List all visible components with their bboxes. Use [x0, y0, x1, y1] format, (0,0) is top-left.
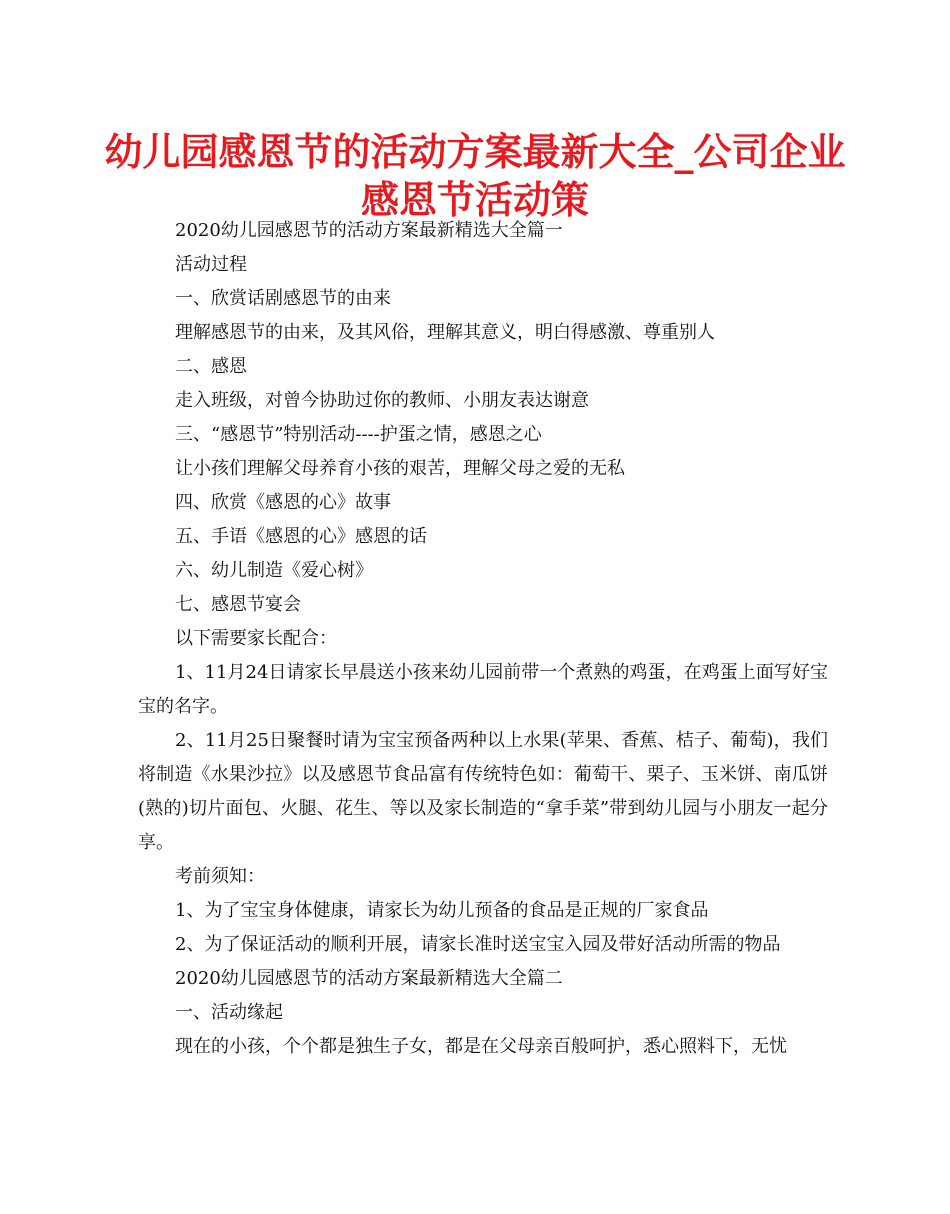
document-body [138, 214, 828, 1064]
text-line: 一、活动缘起 [175, 1002, 283, 1023]
text-line: 1、为了宝宝身体健康，请家长为幼儿预备的食品是正规的厂家食品 [175, 900, 709, 921]
text-line: 六、幼儿制造《爱心树》 [175, 560, 373, 581]
text-line: 让小孩们理解父母养育小孩的艰苦，理解父母之爱的无私 [175, 458, 625, 479]
text-line: 理解感恩节的由来，及其风俗，理解其意义，明白得感激、尊重别人 [175, 322, 715, 343]
text-line: 以下需要家长配合： [175, 628, 337, 649]
text-line: 考前须知： [175, 866, 265, 887]
text-line: 2、为了保证活动的顺利开展，请家长准时送宝宝入园及带好活动所需的物品 [175, 934, 781, 955]
text-line: 七、感恩节宴会 [175, 594, 301, 615]
paragraph: 2、11月25日聚餐时请为宝宝预备两种以上水果(苹果、香蕉、桔子、葡萄)，我们将制造《水果沙拉》以及感恩节食品富有传统特色如：葡萄干、栗子、玉米饼、南瓜饼(熟的)切片面包、火腿、花生、等以及家长制造的“拿手菜”带到幼儿园与小朋友一起分享。 [138, 730, 828, 853]
text-line: 活动过程 [175, 254, 247, 275]
text-line: 2020幼儿园感恩节的活动方案最新精选大全篇一 [175, 220, 563, 241]
text-line: 五、手语《感恩的心》感恩的话 [175, 526, 427, 547]
document-title: 幼儿园感恩节的活动方案最新大全_公司企业感恩节活动策 [104, 130, 846, 222]
text-line: 三、“感恩节”特别活动----护蛋之情，感恩之心 [175, 424, 542, 445]
paragraph: 现在的小孩，个个都是独生子女，都是在父母亲百般呵护，悉心照料下，无忧 [175, 1036, 787, 1057]
text-line: 四、欣赏《感恩的心》故事 [175, 492, 391, 513]
text-line: 走入班级，对曾今协助过你的教师、小朋友表达谢意 [175, 390, 589, 411]
text-line: 2020幼儿园感恩节的活动方案最新精选大全篇二 [175, 968, 563, 989]
text-line: 一、欣赏话剧感恩节的由来 [175, 288, 391, 309]
text-line: 二、感恩 [175, 356, 247, 377]
paragraph: 1、11月24日请家长早晨送小孩来幼儿园前带一个煮熟的鸡蛋，在鸡蛋上面写好宝宝的名字。 [138, 662, 828, 717]
